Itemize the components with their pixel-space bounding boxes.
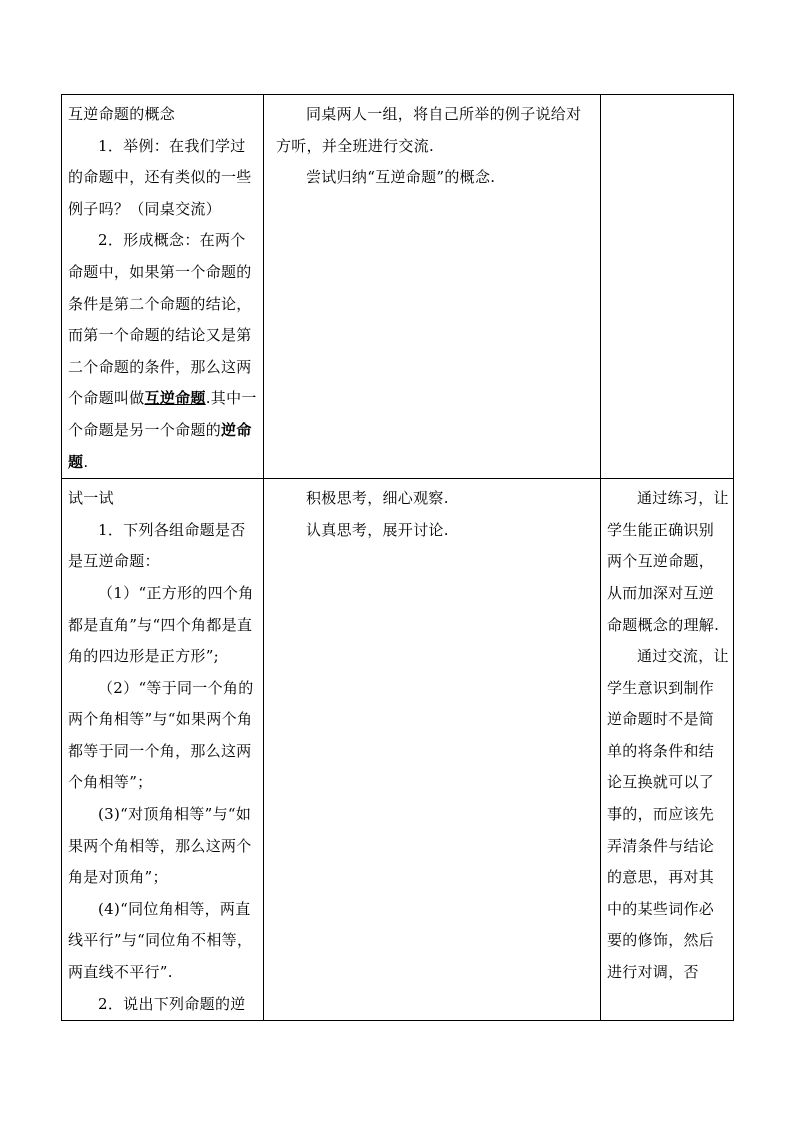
question-item: （1）“正方形的四个角都是直角”与“四个角都是直角的四边形是正方形”; — [68, 583, 254, 666]
paragraph: 积极思考，细心观察. — [306, 489, 449, 508]
table-row — [62, 95, 734, 479]
table-cell-content — [62, 95, 264, 479]
paragraph: 通过练习，让学生能正确识别两个互逆命题，从而加深对互逆命题概念的理解. — [607, 489, 729, 634]
table-cell-student-activity — [264, 479, 601, 1021]
definition-text-2: .其中一个命题是另一个命题的 — [68, 389, 257, 439]
section-heading: 试一试 — [68, 489, 114, 508]
paragraph: 尝试归纳“互逆命题”的概念. — [306, 168, 496, 187]
paragraph: 同桌两人一组，将自己所举的例子说给对方听，并全班进行交流. — [276, 105, 582, 155]
table-cell-intent — [601, 479, 734, 1021]
lesson-table — [61, 94, 734, 1021]
definition-end: . — [83, 452, 89, 471]
question-item: （2）“等于同一个角的两个角相等”与“如果两个角都等于同一个角，那么这两个角相等”； — [68, 678, 254, 792]
paragraph: 1．举例：在我们学过的命题中，还有类似的一些例子吗？（同桌交流） — [68, 136, 252, 218]
section-heading: 互逆命题的概念 — [68, 105, 176, 123]
question-item: (4)“同位角相等，两直线平行”与“同位角不相等，两直线不平行”. — [68, 899, 253, 982]
term-converse-propositions: 互逆命题 — [144, 389, 206, 408]
paragraph: 通过交流，让学生意识到制作逆命题时不是简单的将条件和结论互换就可以了事的，而应该先弄清条件与结论的意思，再对其中的某些词作必要的修饰，然后进行对调，否 — [607, 647, 729, 982]
table-cell-student-activity — [264, 95, 601, 479]
question: 2．说出下列命题的逆 — [98, 994, 246, 1013]
definition-paragraph — [68, 225, 257, 478]
term-converse: 逆命题 — [68, 420, 252, 471]
table-cell-intent — [601, 95, 734, 479]
question: 1．下列各组命题是否是互逆命题： — [68, 520, 246, 571]
table-row — [62, 479, 734, 1021]
paragraph: 认真思考，展开讨论. — [306, 520, 449, 539]
table-cell-content — [62, 479, 264, 1021]
question-item: (3)“对顶角相等”与“如果两个角相等，那么这两个角是对顶角”； — [68, 805, 252, 887]
definition-text: 2．形成概念：在两个命题中，如果第一个命题的条件是第二个命题的结论，而第一个命题的结论又是第二个命题的条件，那么这两个命题叫做 — [68, 231, 252, 408]
